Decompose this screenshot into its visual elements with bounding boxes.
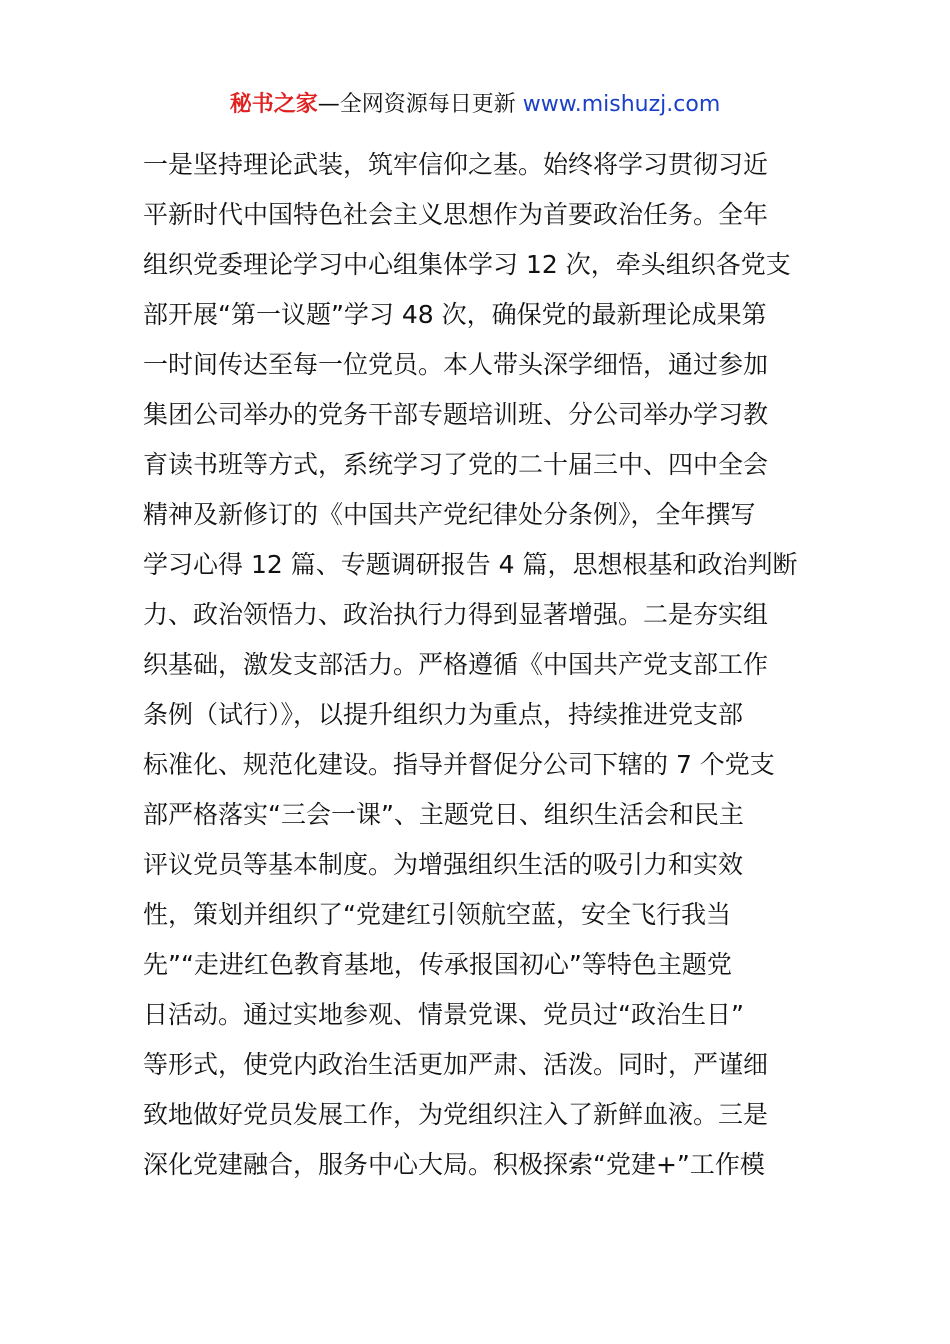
header-tagline: —全网资源每日更新	[317, 92, 523, 117]
brand-name: 秘书之家	[229, 92, 318, 117]
body-line: 性，策划并组织了“党建红引领航空蓝，安全飞行我当	[143, 900, 731, 929]
body-line: 部开展“第一议题”学习 48 次，确保党的最新理论成果第	[143, 300, 767, 329]
body-line: 标准化、规范化建设。指导并督促分公司下辖的 7 个党支	[143, 750, 775, 779]
page-header	[0, 88, 950, 122]
body-line: 精神及新修订的《中国共产党纪律处分条例》，全年撰写	[143, 500, 756, 529]
body-line: 日活动。通过实地参观、情景党课、党员过“政治生日”	[143, 1000, 744, 1029]
document-body	[143, 140, 813, 1190]
body-line: 力、政治领悟力、政治执行力得到显著增强。二是夯实组	[143, 600, 769, 629]
site-url-link[interactable]: www.mishuzj.com	[522, 92, 721, 117]
body-line: 先”“走进红色教育基地，传承报国初心”等特色主题党	[143, 950, 732, 979]
body-line: 部严格落实“三会一课”、主题党日、组织生活会和民主	[143, 800, 744, 829]
body-line: 学习心得 12 篇、专题调研报告 4 篇，思想根基和政治判断	[143, 550, 798, 579]
body-line: 条例（试行）》，以提升组织力为重点，持续推进党支部	[143, 700, 744, 729]
body-line: 等形式，使党内政治生活更加严肃、活泼。同时，严谨细	[143, 1050, 769, 1079]
body-line: 平新时代中国特色社会主义思想作为首要政治任务。全年	[143, 200, 769, 229]
body-line: 评议党员等基本制度。为增强组织生活的吸引力和实效	[143, 850, 744, 879]
body-line: 织基础，激发支部活力。严格遵循《中国共产党支部工作	[143, 650, 769, 679]
body-line: 集团公司举办的党务干部专题培训班、分公司举办学习教	[143, 400, 769, 429]
body-line: 一是坚持理论武装，筑牢信仰之基。始终将学习贯彻习近	[143, 150, 769, 179]
body-line: 组织党委理论学习中心组集体学习 12 次，牵头组织各党支	[143, 250, 791, 279]
body-line: 深化党建融合，服务中心大局。积极探索“党建+”工作模	[143, 1150, 765, 1179]
body-line: 一时间传达至每一位党员。本人带头深学细悟，通过参加	[143, 350, 769, 379]
body-line: 育读书班等方式，系统学习了党的二十届三中、四中全会	[143, 450, 769, 479]
body-line: 致地做好党员发展工作，为党组织注入了新鲜血液。三是	[143, 1100, 769, 1129]
